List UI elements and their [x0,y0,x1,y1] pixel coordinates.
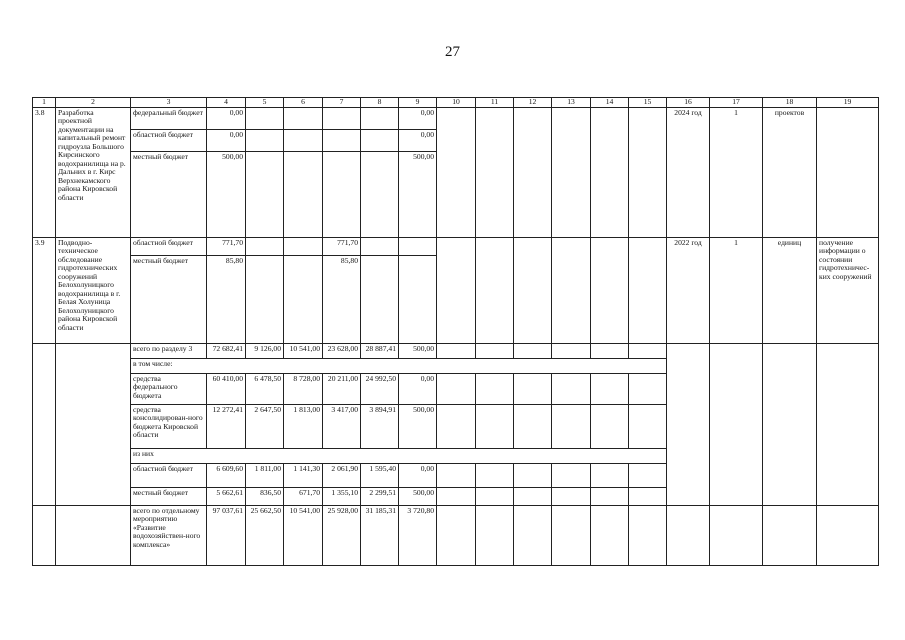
col-header: 18 [763,98,817,108]
col-header: 1 [33,98,56,108]
value-cell: 6 478,50 [246,373,284,404]
value-cell: 771,70 [323,237,361,255]
value-cell: 2 061,90 [323,463,361,487]
total-label: средства федерального бюджета [131,373,207,404]
col-header: 19 [817,98,879,108]
table-row [33,505,879,565]
total-label: всего по отдельному мероприятию «Развитие водохозяйствен-ного комплекса» [131,505,207,565]
value-cell: 0,00 [399,129,437,151]
value-cell: 5 662,61 [207,487,246,505]
col-header: 6 [284,98,323,108]
col-header: 14 [591,98,629,108]
funding-source: областной бюджет [131,129,207,151]
value-cell: 85,80 [323,255,361,343]
col-header: 13 [552,98,591,108]
value-cell: 500,00 [399,487,437,505]
item-number: 3.8 [33,107,56,237]
value-cell: 12 272,41 [207,404,246,448]
value-cell: 25 928,00 [323,505,361,565]
year-cell: 2022 год [667,237,710,343]
quantity-cell: 1 [710,237,763,343]
value-cell: 1 813,00 [284,404,323,448]
value-cell: 1 141,30 [284,463,323,487]
col-header: 9 [399,98,437,108]
value-cell: 2 647,50 [246,404,284,448]
value-cell: 3 417,00 [323,404,361,448]
funding-source: местный бюджет [131,255,207,343]
value-cell: 10 541,00 [284,343,323,358]
table-row [33,237,879,255]
value-cell: 500,00 [207,151,246,237]
value-cell: 85,80 [207,255,246,343]
value-cell: 3 720,80 [399,505,437,565]
item-name: Подводно-техническое обследование гидротехнических сооружений Белохолуницкого водохранилища в г. Белая Холуница Белохолуницкого района Кировской области [56,237,131,343]
value-cell: 1 355,10 [323,487,361,505]
value-cell: 0,00 [207,107,246,129]
funding-source: федеральный бюджет [131,107,207,129]
quantity-cell: 1 [710,107,763,237]
column-number-row [33,98,879,108]
funding-source: местный бюджет [131,151,207,237]
col-header: 3 [131,98,207,108]
col-header: 11 [476,98,514,108]
item-name: Разработка проектной документации на капитальный ремонт гидроузла Большого Кирсинского водохранилища на р. Дальних в г. Кирс Верхнекамского района Кировской области [56,107,131,237]
value-cell: 24 992,50 [361,373,399,404]
total-label: средства консолидирован-ного бюджета Кировской области [131,404,207,448]
value-cell: 0,00 [399,107,437,129]
value-cell: 1 811,00 [246,463,284,487]
value-cell: 836,50 [246,487,284,505]
col-header: 8 [361,98,399,108]
value-cell: 1 595,40 [361,463,399,487]
subheading: из них [131,448,667,463]
value-cell: 10 541,00 [284,505,323,565]
unit-cell: единиц [763,237,817,343]
total-label: всего по разделу 3 [131,343,207,358]
item-number: 3.9 [33,237,56,343]
col-header: 10 [437,98,476,108]
total-label: областной бюджет [131,463,207,487]
col-header: 15 [629,98,667,108]
year-cell: 2024 год [667,107,710,237]
value-cell: 97 037,61 [207,505,246,565]
value-cell: 28 887,41 [361,343,399,358]
value-cell: 0,00 [207,129,246,151]
col-header: 2 [56,98,131,108]
col-header: 12 [514,98,552,108]
value-cell: 2 299,51 [361,487,399,505]
budget-table [32,97,879,566]
col-header: 5 [246,98,284,108]
value-cell: 500,00 [399,404,437,448]
col-header: 17 [710,98,763,108]
value-cell: 500,00 [399,151,437,237]
value-cell: 771,70 [207,237,246,255]
total-label: местный бюджет [131,487,207,505]
value-cell: 3 894,91 [361,404,399,448]
value-cell: 20 211,00 [323,373,361,404]
value-cell: 23 628,00 [323,343,361,358]
value-cell: 60 410,00 [207,373,246,404]
unit-cell: проектов [763,107,817,237]
col-header: 7 [323,98,361,108]
table-row [33,343,879,358]
value-cell: 72 682,41 [207,343,246,358]
page-number: 27 [445,44,460,60]
value-cell: 8 728,00 [284,373,323,404]
value-cell: 25 662,50 [246,505,284,565]
value-cell: 6 609,60 [207,463,246,487]
value-cell: 9 126,00 [246,343,284,358]
value-cell: 0,00 [399,373,437,404]
result-cell: получение информации о состоянии гидротехничес-ких сооружений [817,237,879,343]
funding-source: областной бюджет [131,237,207,255]
col-header: 16 [667,98,710,108]
table-row [33,107,879,129]
subheading: в том числе: [131,358,667,373]
value-cell: 671,70 [284,487,323,505]
value-cell: 31 185,31 [361,505,399,565]
value-cell: 500,00 [399,343,437,358]
value-cell: 0,00 [399,463,437,487]
col-header: 4 [207,98,246,108]
